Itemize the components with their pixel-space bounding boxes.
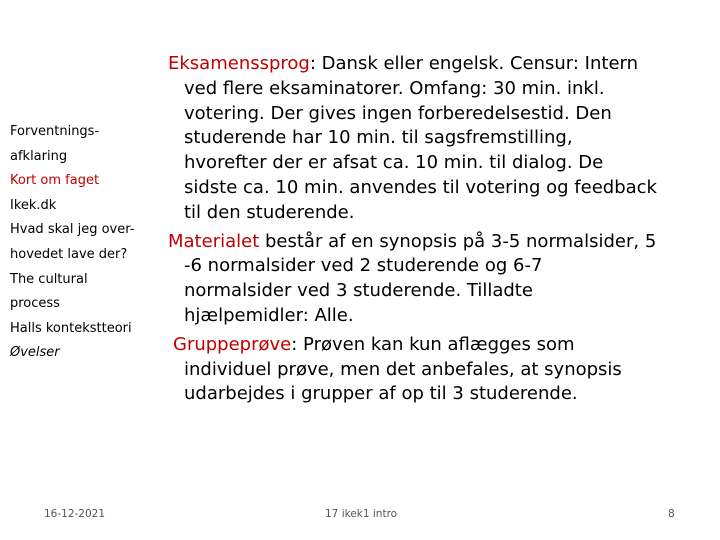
- main-content: [168, 52, 713, 411]
- sidebar-item[interactable]: Forventnings-: [10, 124, 100, 139]
- page-number: 8: [668, 508, 675, 520]
- paragraph-line: til den studerende.: [184, 201, 355, 223]
- paragraph-line: udarbejdes i grupper af op til 3 studerende.: [184, 383, 578, 405]
- sidebar-item[interactable]: Ikek.dk: [10, 197, 57, 213]
- paragraph-line: hvorefter der er afsat ca. 10 min. til dialog. De: [184, 152, 604, 174]
- material-paragraph: [168, 230, 713, 329]
- paragraph-line: hjælpemidler: Alle.: [184, 304, 354, 326]
- sidebar-item[interactable]: Hvad skal jeg over-: [10, 222, 135, 238]
- paragraph-text: består af en synopsis på 3-5 normalsider, 5: [259, 230, 657, 252]
- sidebar-item-active[interactable]: Kort om faget: [10, 173, 100, 189]
- sidebar-item[interactable]: afklaring: [10, 148, 68, 164]
- exam-language-paragraph: [168, 52, 713, 226]
- paragraph-line: individuel prøve, men det anbefales, at synopsis: [184, 358, 622, 380]
- term-exam-language: Eksamenssprog: [168, 53, 310, 74]
- paragraph-line: [168, 333, 713, 358]
- paragraph-line: [168, 230, 713, 255]
- paragraph-line: normalsider ved 3 studerende. Tilladte: [184, 280, 533, 302]
- footer-title: 17 ikek1 intro: [325, 508, 398, 520]
- sidebar-item[interactable]: Halls kontekstteori: [10, 320, 132, 336]
- term-group-exam: Gruppeprøve: [173, 333, 292, 355]
- group-exam-paragraph: [168, 333, 713, 407]
- sidebar-item[interactable]: process: [10, 296, 60, 312]
- sidebar-nav: [10, 120, 160, 366]
- sidebar-item[interactable]: The cultural: [10, 271, 88, 287]
- paragraph-text: : Dansk eller engelsk. Censur: Intern: [309, 53, 639, 74]
- paragraph-text: : Prøven kan kun aflægges som: [291, 333, 575, 355]
- term-material: Materialet: [168, 230, 260, 252]
- paragraph-line: votering. Der gives ingen forberedelsestid. Den: [184, 102, 612, 124]
- footer-date: 16-12-2021: [44, 508, 106, 520]
- sidebar-item[interactable]: hovedet lave der?: [10, 246, 128, 262]
- paragraph-line: sidste ca. 10 min. anvendes til votering og feedback: [184, 176, 657, 198]
- paragraph-line: -6 normalsider ved 2 studerende og 6-7: [184, 255, 543, 277]
- paragraph-line: ved flere eksaminatorer. Omfang: 30 min. inkl.: [184, 77, 605, 99]
- paragraph-line: studerende har 10 min. til sagsfremstilling,: [184, 127, 573, 149]
- paragraph-line: [168, 52, 713, 77]
- sidebar-item[interactable]: Øvelser: [10, 345, 60, 361]
